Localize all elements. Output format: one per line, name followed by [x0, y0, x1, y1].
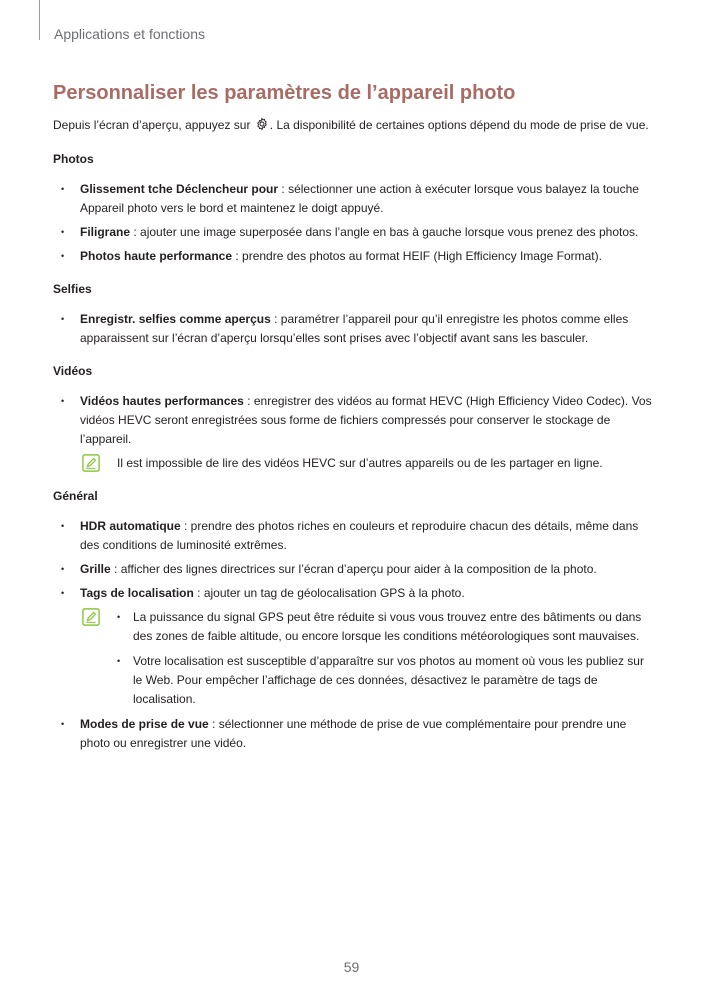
note-pen-icon	[82, 608, 100, 626]
list-item	[53, 310, 653, 348]
list-item	[53, 247, 653, 266]
option-description: : prendre des photos riches en couleurs et reproduire chacun des détails, même dans des conditions de luminosité extrêmes.	[80, 519, 639, 552]
gear-icon	[255, 117, 269, 131]
videos-note	[53, 454, 653, 473]
photos-section	[53, 150, 653, 266]
main-content	[53, 116, 653, 767]
list-item	[53, 517, 653, 555]
selfies-section	[53, 280, 653, 348]
intro-text-before: Depuis l’écran d’aperçu, appuyez sur	[53, 118, 254, 132]
option-description: : enregistrer des vidéos au format HEVC (High Efficiency Video Codec). Vos vidéos HEVC seront enregistrées sous forme de fichiers compressés pour conserver le stockage de l’appareil.	[80, 394, 652, 446]
option-term: Glissement tche Déclencheur pour	[80, 182, 279, 196]
list-item	[53, 392, 653, 449]
list-item	[53, 223, 653, 242]
selfies-heading: Selfies	[53, 282, 92, 296]
list-item	[53, 584, 653, 603]
option-term: Enregistr. selfies comme aperçus	[80, 312, 271, 326]
general-section	[53, 487, 653, 753]
option-term: Modes de prise de vue	[80, 717, 209, 731]
intro-paragraph	[53, 116, 653, 135]
note-pen-icon	[82, 454, 100, 472]
option-description: : sélectionner une méthode de prise de vue complémentaire pour prendre une photo ou enregistrer une vidéo.	[80, 717, 627, 750]
option-term: HDR automatique	[80, 519, 181, 533]
note-list-item: • La puissance du signal GPS peut être réduite si vous vous trouvez entre des bâtiments ou dans des zones de faible altitude, ou encore lorsque les conditions météorologiques sont mauvaises.	[117, 608, 653, 646]
option-term: Filigrane	[80, 225, 131, 239]
option-description: : ajouter une image superposée dans l’angle en bas à gauche lorsque vous prenez des photos.	[130, 225, 639, 239]
option-description: : paramétrer l’appareil pour qu’il enregistre les photos comme elles apparaissent sur l’écran d’aperçu lorsqu’elles sont prises avec l’objectif avant sans les basculer.	[80, 312, 629, 345]
intro-text-after: . La disponibilité de certaines options dépend du mode de prise de vue.	[269, 118, 649, 132]
option-term: Tags de localisation	[80, 586, 194, 600]
photos-heading: Photos	[53, 152, 94, 166]
page-title: Personnaliser les paramètres de l’appareil photo	[53, 82, 516, 104]
videos-heading: Vidéos	[53, 364, 93, 378]
page-number: 59	[343, 959, 360, 975]
option-term: Photos haute performance	[80, 249, 233, 263]
option-term: Vidéos hautes performances	[80, 394, 244, 408]
option-description: : ajouter un tag de géolocalisation GPS à la photo.	[193, 586, 465, 600]
location-note	[53, 608, 653, 709]
general-heading: Général	[53, 489, 98, 503]
option-description: : sélectionner une action à exécuter lorsque vous balayez la touche Appareil photo vers le bord et maintenez le doigt appuyé.	[80, 182, 639, 215]
note-list-item: • Votre localisation est susceptible d’apparaître sur vos photos au moment où vous les publiez sur le Web. Pour empêcher l’affichage de ces données, désactivez le paramètre de tags de localisation.	[117, 652, 653, 709]
list-item	[53, 560, 653, 579]
list-item	[53, 715, 653, 753]
videos-section	[53, 362, 653, 473]
option-description: : afficher des lignes directrices sur l’écran d’aperçu pour aider à la composition de la photo.	[110, 562, 597, 576]
list-item	[53, 180, 653, 218]
section-header: Applications et fonctions	[54, 26, 205, 42]
option-description: : prendre des photos au format HEIF (High Efficiency Image Format).	[232, 249, 602, 263]
note-text: Il est impossible de lire des vidéos HEVC sur d’autres appareils ou de les partager en ligne.	[117, 456, 603, 470]
option-term: Grille	[80, 562, 111, 576]
header-divider	[39, 0, 40, 40]
